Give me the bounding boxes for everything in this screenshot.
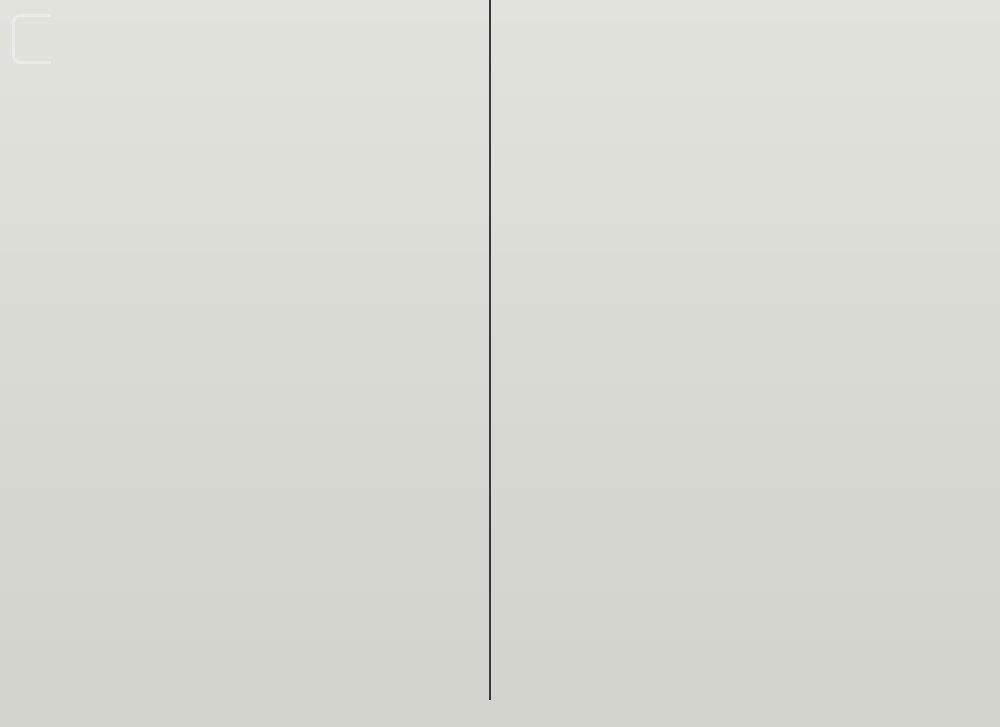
article-title	[6, 0, 482, 6]
kamra-watermark	[8, 6, 128, 62]
watermark-logo-icon	[12, 14, 51, 64]
right-column	[500, 0, 968, 10]
column-divider	[489, 0, 491, 700]
right-column-body	[500, 6, 968, 10]
left-column	[6, 0, 482, 6]
